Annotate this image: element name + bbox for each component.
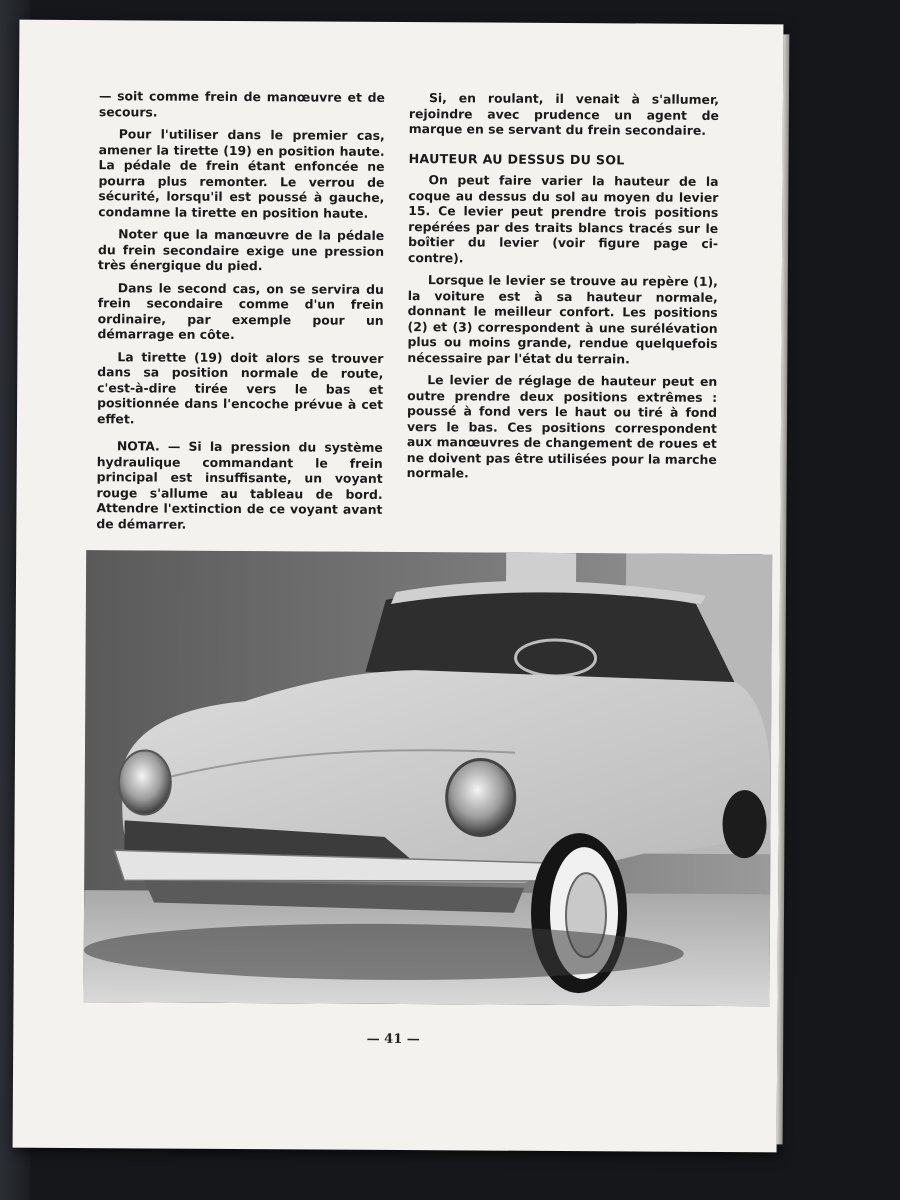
paragraph-levier-reglage: Le levier de réglage de hauteur peut en outre prendre deux positions extrêmes : poussé à fond vers le haut ou tiré à fond vers le bas. Ces positions correspondent aux manœuvres de changement de roues et ne doivent pas être utilisées pour la marche normale. xyxy=(406,372,718,481)
right-column xyxy=(407,90,719,489)
paragraph-repere: Lorsque le levier se trouve au repère (1), la voiture est à sa hauteur normale, donnant le meilleur confort. Les positions (2) et (3) correspondent à une surélévation plus ou moins grande, rendue quelquefois nécessaire par l'état du terrain. xyxy=(407,272,718,366)
paragraph-second-cas: Dans le second cas, on se servira du frein secondaire comme d'un frein ordinaire, par exemple pour un démarrage en côte. xyxy=(97,279,384,342)
paragraph-en-roulant: Si, en roulant, il venait à s'allumer, rejoindre avec prudence un agent de marque en se servant du frein secondaire. xyxy=(408,90,720,138)
paragraph-tirette: La tirette (19) doit alors se trouver dans sa position normale de route, c'est-à-dire tirée vers le bas et positionnée dans l'encoche prévue à cet effet. xyxy=(96,348,384,426)
page-number: — 41 — xyxy=(366,1031,420,1048)
car-illustration xyxy=(83,550,772,1006)
paragraph-premier-cas: Pour l'utiliser dans le premier cas, amener la tirette (19) en position haute. La pédale de frein étant enfoncée ne pourra plus remonter. Le verrou de sécurité, lorsqu'il est poussé à gauche, condamne la tirette en position haute. xyxy=(98,126,385,221)
left-column xyxy=(96,88,385,540)
manual-page xyxy=(13,20,784,1153)
paragraph-hauteur: On peut faire varier la hauteur de la coque au dessus du sol au moyen du levier 15. Ce levier peut prendre trois positions repérées par des traits blancs tracés sur le boîtier du levier (voir figure page ci-contre). xyxy=(407,172,719,265)
section-heading: HAUTEUR AU DESSUS DU SOL xyxy=(408,150,625,167)
paragraph-manoeuvre-pedale: Noter que la manœuvre de la pédale du frein secondaire exige une pression très énergique du pied. xyxy=(97,226,385,274)
car-photo xyxy=(83,550,772,1006)
paragraph-secours: — soit comme frein de manœuvre et de secours. xyxy=(98,88,386,120)
page-edge xyxy=(777,34,790,1144)
paragraph-nota: NOTA. — Si la pression du système hydraulique commandant le frein principal est insuffisante, un voyant rouge s'allume au tableau de bord. Attendre l'extinction de ce voyant avant de démarrer. xyxy=(96,438,383,532)
